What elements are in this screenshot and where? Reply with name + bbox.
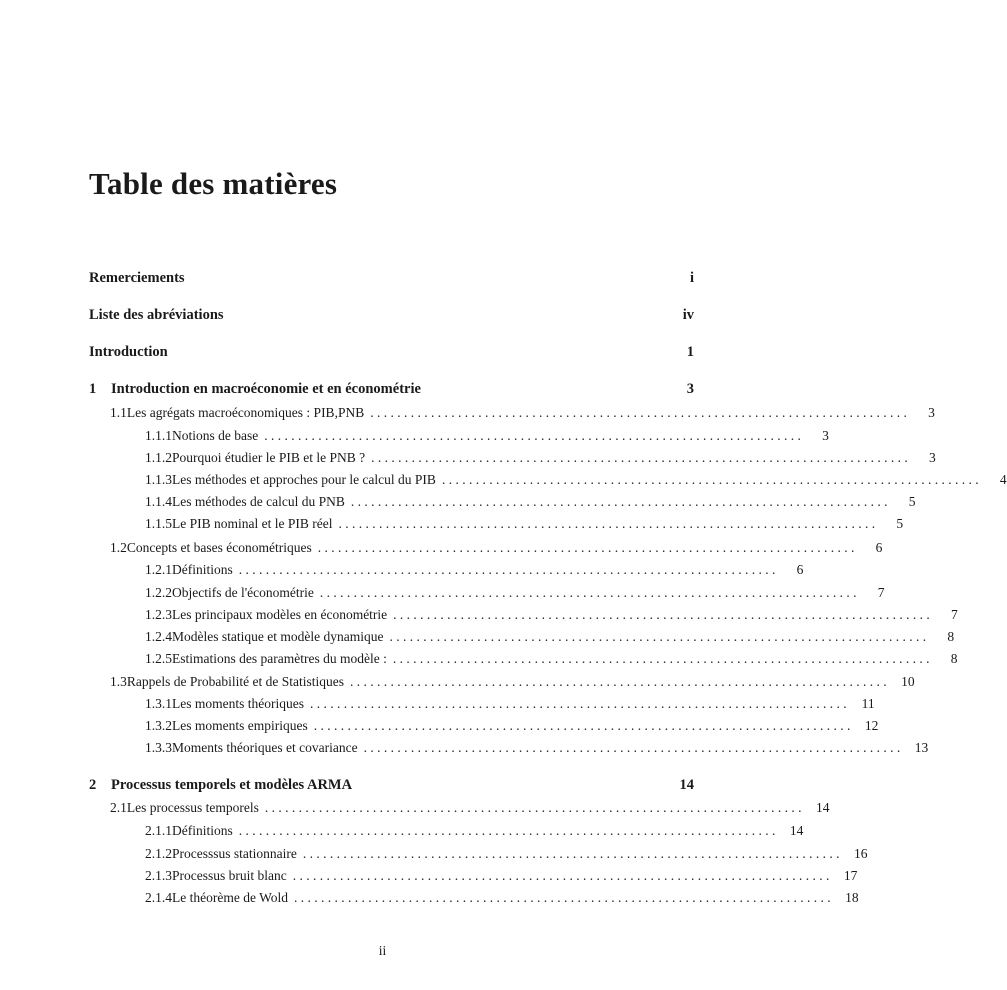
toc-entry-label: Objectifs de l'économétrie [172,585,314,600]
toc-entry-page: 14 [679,777,694,793]
toc-entry-number: 1.2.4 [145,629,172,644]
toc-entry-page: 7 [951,607,958,622]
toc-subsection-entry[interactable] [89,466,1007,488]
toc-subsection-entry[interactable] [89,623,955,645]
toc-subsection-entry[interactable] [89,510,904,532]
toc-subsection-entry[interactable] [89,884,859,906]
toc-dot-leader: . . . . . . . . . . . . . . . . . . . . . . . . . . . . . . . . . . . . . . . . . . . . . . . . . . . . . . . . . . . . . . . . . . . . . . . . . . . . . . . . [294,890,831,905]
toc-entry-label: Définitions [172,562,233,577]
toc-subsection-entry[interactable] [89,862,858,884]
toc-entry-number: 1.1.3 [145,472,172,487]
toc-subsection-entry[interactable] [89,579,885,601]
toc-entry-label: Les processus temporels [126,800,259,815]
toc-entry-label: Introduction en macroéconomie et en économétrie [111,381,421,397]
toc-section-entry[interactable] [89,794,830,816]
toc-entry-number: 2.1.2 [145,846,172,861]
toc-dot-leader: . . . . . . . . . . . . . . . . . . . . . . . . . . . . . . . . . . . . . . . . . . . . . . . . . . . . . . . . . . . . . . . . . . . . . . . . . . . . . . . . [389,629,927,644]
toc-entry-number: 2 [89,777,97,793]
toc-entry-page: 4 [999,472,1007,487]
toc-entry-page: i [689,270,694,286]
toc-entry-page: 14 [789,823,804,838]
toc-subsection-entry[interactable] [89,444,936,466]
toc-dot-leader: . . . . . . . . . . . . . . . . . . . . . . . . . . . . . . . . . . . . . . . . . . . . . . . . . . . . . . . . . . . . . . . . . . . . . . . . . . . . . . . . [302,846,840,861]
toc-front-entry[interactable] [89,265,694,287]
toc-subsection-entry[interactable] [89,817,804,839]
toc-entry-number: 1.3.2 [145,718,172,733]
toc-dot-leader: . . . . . . . . . . . . . . . . . . . . . . . . . . . . . . . . . . . . . . . . . . . . . . . . . . . . . . . . . . . . . . . . . . . . . . . . . . . . . . . . [393,607,930,622]
toc-dot-leader: . . . . . . . . . . . . . . . . . . . . . . . . . . . . . . . . . . . . . . . . . . . . . . . . . . . . . . . . . . . . . . . . . . . . . . . . . . . . . . . . [350,494,888,509]
toc-front-entry[interactable] [89,302,694,324]
toc-entry-page: 3 [822,428,829,443]
toc-entry-page: 8 [950,651,958,666]
toc-entry-page: 3 [928,450,936,465]
toc-entry-number: 1 [89,381,97,397]
toc-entry-page: 3 [928,405,935,420]
toc-entry-label: Remerciements [89,270,185,286]
toc-dot-leader: . . . . . . . . . . . . . . . . . . . . . . . . . . . . . . . . . . . . . . . . . . . . . . . . . . . . . . . . . . . . . . . . . . . . . . . . . . . . . . . . [309,696,847,711]
toc-entry-label: Les agrégats macroéconomiques : PIB,PNB [126,405,365,420]
toc-entry-label: Les moments théoriques [172,696,304,711]
toc-entry-label: Liste des abréviations [89,307,224,323]
toc-entry-page: 14 [815,800,830,815]
page-title: Table des matières [89,166,338,201]
toc-entry-number: 1.2.3 [145,607,172,622]
toc-section-entry[interactable] [89,534,883,556]
toc-dot-leader: . . . . . . . . . . . . . . . . . . . . . . . . . . . . . . . . . . . . . . . . . . . . . . . . . . . . . . . . . . . . . . . . . . . . . . . . . . . . . . . . [292,868,830,883]
toc-entry-page: 5 [896,516,904,531]
toc-entry-page: 16 [853,846,868,861]
toc-entry-number: 1.1.2 [145,450,172,465]
toc-entry-label: Estimations des paramètres du modèle : [172,651,387,666]
toc-dot-leader: . . . . . . . . . . . . . . . . . . . . . . . . . . . . . . . . . . . . . . . . . . . . . . . . . . . . . . . . . . . . . . . . . . . . . . . . . . . . . . . . [441,472,979,487]
toc-entry-number: 1.3.3 [145,740,172,755]
toc-entry-label: Les moments empiriques [172,718,308,733]
toc-entry-number: 1.1 [110,405,127,420]
toc-front-entry[interactable] [89,339,694,361]
toc-entry-label: Les méthodes et approches pour le calcul du PIB [172,472,436,487]
toc-subsection-entry[interactable] [89,601,958,623]
toc-entry-label: Moments théoriques et covariance [172,740,358,755]
toc-entry-number: 1.2 [110,540,127,555]
toc-entry-page: 10 [901,674,915,689]
toc-dot-leader: . . . . . . . . . . . . . . . . . . . . . . . . . . . . . . . . . . . . . . . . . . . . . . . . . . . . . . . . . . . . . . . . . . . . . . . . . . . . . . . . [338,516,876,531]
toc-subsection-entry[interactable] [89,734,929,756]
toc-entry-label: Les principaux modèles en économétrie [172,607,388,622]
toc-entry-label: Processus bruit blanc [172,868,287,883]
toc-entry-number: 1.2.1 [145,562,172,577]
toc-entry-number: 2.1.1 [145,823,172,838]
toc-entry-page: 11 [861,696,875,711]
toc-subsection-entry[interactable] [89,422,829,444]
toc-dot-leader: . . . . . . . . . . . . . . . . . . . . . . . . . . . . . . . . . . . . . . . . . . . . . . . . . . . . . . . . . . . . . . . . . . . . . . . . . . . . . . . . [392,651,930,666]
toc-entry-label: Notions de base [172,428,259,443]
toc-dot-leader: . . . . . . . . . . . . . . . . . . . . . . . . . . . . . . . . . . . . . . . . . . . . . . . . . . . . . . . . . . . . . . . . . . . . . . . . . . . . . . . . [349,674,887,689]
toc-entry-page: 18 [845,890,859,905]
toc-dot-leader: . . . . . . . . . . . . . . . . . . . . . . . . . . . . . . . . . . . . . . . . . . . . . . . . . . . . . . . . . . . . . . . . . . . . . . . . . . . . . . . . [264,800,802,815]
toc-dot-leader: . . . . . . . . . . . . . . . . . . . . . . . . . . . . . . . . . . . . . . . . . . . . . . . . . . . . . . . . . . . . . . . . . . . . . . . . . . . . . . . . [317,540,855,555]
toc-entry-label: Concepts et bases économétriques [126,540,312,555]
toc-entry-number: 1.2.5 [145,651,172,666]
toc-entry-page: iv [682,307,694,323]
toc-entry-number: 1.3.1 [145,696,172,711]
toc-dot-leader: . . . . . . . . . . . . . . . . . . . . . . . . . . . . . . . . . . . . . . . . . . . . . . . . . . . . . . . . . . . . . . . . . . . . . . . . . . . . . . . . [238,562,776,577]
toc-dot-leader: . . . . . . . . . . . . . . . . . . . . . . . . . . . . . . . . . . . . . . . . . . . . . . . . . . . . . . . . . . . . . . . . . . . . . . . . . . . . . . . . [264,428,801,443]
toc-entry-page: 6 [875,540,883,555]
toc-entry-label: Introduction [89,344,168,360]
toc-entry-label: Processus temporels et modèles ARMA [111,777,353,793]
toc-dot-leader: . . . . . . . . . . . . . . . . . . . . . . . . . . . . . . . . . . . . . . . . . . . . . . . . . . . . . . . . . . . . . . . . . . . . . . . . . . . . . . . . [238,823,776,838]
toc-entry-label: Modèles statique et modèle dynamique [172,629,384,644]
toc-entry-page: 5 [908,494,916,509]
toc-entry-page: 7 [877,585,885,600]
toc-subsection-entry[interactable] [89,488,916,510]
toc-entry-page: 12 [864,718,879,733]
toc-dot-leader: . . . . . . . . . . . . . . . . . . . . . . . . . . . . . . . . . . . . . . . . . . . . . . . . . . . . . . . . . . . . . . . . . . . . . . . . . . . . . . . . [319,585,857,600]
toc-entry-label: Processsus stationnaire [172,846,297,861]
toc-entry-page: 1 [686,344,694,360]
toc-section-entry[interactable] [89,399,935,421]
toc-entry-label: Définitions [172,823,233,838]
toc-entry-number: 1.1.4 [145,494,172,509]
toc-subsection-entry[interactable] [89,690,875,712]
toc-entry-label: Le PIB nominal et le PIB réel [172,516,333,531]
toc-chapter-entry[interactable] [89,376,694,398]
toc-entry-number: 1.3 [110,674,127,689]
toc-entry-page: 8 [947,629,955,644]
toc-entry-label: Le théorème de Wold [172,890,288,905]
toc-entry-page: 6 [796,562,804,577]
toc-section-entry[interactable] [89,668,915,690]
toc-entry-number: 1.1.1 [145,428,172,443]
toc-dot-leader: . . . . . . . . . . . . . . . . . . . . . . . . . . . . . . . . . . . . . . . . . . . . . . . . . . . . . . . . . . . . . . . . . . . . . . . . . . . . . . . . [313,718,851,733]
toc-subsection-entry[interactable] [89,840,868,862]
toc-entry-label: Rappels de Probabilité et de Statistiques [126,674,344,689]
toc-chapter-entry[interactable] [89,772,694,794]
toc-entry-page: 17 [843,868,858,883]
page-number: ii [378,943,387,958]
toc-dot-leader: . . . . . . . . . . . . . . . . . . . . . . . . . . . . . . . . . . . . . . . . . . . . . . . . . . . . . . . . . . . . . . . . . . . . . . . . . . . . . . . . [363,740,901,755]
toc-entry-number: 2.1.4 [145,890,172,905]
toc-entry-number: 1.1.5 [145,516,172,531]
toc-subsection-entry[interactable] [89,712,879,734]
toc-dot-leader: . . . . . . . . . . . . . . . . . . . . . . . . . . . . . . . . . . . . . . . . . . . . . . . . . . . . . . . . . . . . . . . . . . . . . . . . . . . . . . . . [370,405,907,420]
toc-dot-leader: . . . . . . . . . . . . . . . . . . . . . . . . . . . . . . . . . . . . . . . . . . . . . . . . . . . . . . . . . . . . . . . . . . . . . . . . . . . . . . . . [371,450,908,465]
toc-entry-label: Pourquoi étudier le PIB et le PNB ? [172,450,366,465]
toc-entry-page: 13 [914,740,929,755]
toc-entry-number: 1.2.2 [145,585,172,600]
toc-subsection-entry[interactable] [89,645,958,667]
toc-subsection-entry[interactable] [89,556,804,578]
toc-entry-number: 2.1.3 [145,868,172,883]
toc-entry-page: 3 [686,381,694,397]
toc-entry-label: Les méthodes de calcul du PNB [172,494,345,509]
toc-entry-number: 2.1 [110,800,127,815]
